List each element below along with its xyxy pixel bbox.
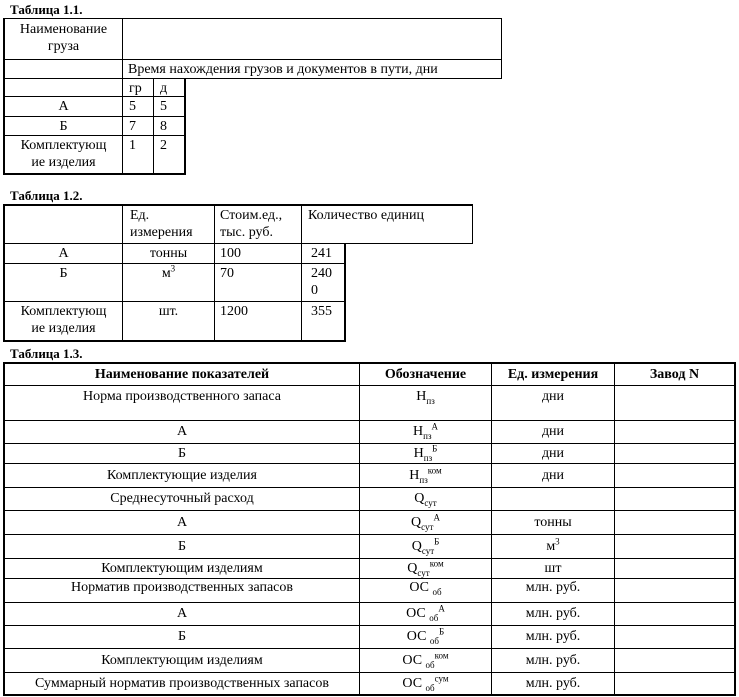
t3-row-name: Норматив производственных запасов [70, 580, 294, 595]
t3-row-unit: дни [541, 424, 565, 439]
t3-row-symbol: $Q_{сут}^{ком}$ [407, 558, 444, 578]
t3-row-symbol: ОС $_{об}^А$ [406, 603, 445, 623]
t1-cell: 2 [160, 138, 167, 153]
t3-row-symbol: $Н_{пз}$ [416, 389, 435, 406]
t1-row-name: А [58, 99, 69, 114]
t2-header-cost: Стоим.ед., тыс. руб. [220, 208, 283, 240]
t1-cell: 8 [160, 119, 167, 134]
t2-cell-cost: 70 [220, 266, 234, 281]
t3-row-unit: млн. руб. [525, 606, 581, 621]
t3-row-unit: дни [541, 468, 565, 483]
t3-row-unit: шт [544, 561, 562, 576]
t3-row-name: Среднесуточный расход [110, 491, 254, 506]
t3-row-symbol: ОС $_{об}^Б$ [406, 626, 445, 646]
t3-row-name: А [176, 424, 188, 439]
t3-row-symbol: ОС $_{об}^{сум}$ [402, 673, 449, 693]
t1-cell: 5 [160, 99, 167, 114]
t3-row-symbol: $Н_{пз}^{ком}$ [409, 465, 442, 485]
t3-row-symbol: $Н_{пз}^А$ [413, 421, 438, 441]
t3-row-name: Комплектующим изделиям [101, 653, 263, 668]
t3-row-unit: млн. руб. [525, 629, 581, 644]
t1-cell: 7 [129, 119, 136, 134]
t2-cell-unit: тонны [149, 246, 188, 261]
t2-cell-cost: 100 [220, 246, 241, 261]
t3-row-unit: млн. руб. [525, 676, 581, 691]
t3-row-symbol: $Н_{пз}^Б$ [413, 443, 438, 463]
t3-row-unit: дни [541, 389, 565, 404]
t3-row-symbol: ОС $_{об}$ [409, 580, 442, 597]
t1-header-name: Наименование груза [19, 22, 108, 54]
t3-row-unit: дни [541, 446, 565, 461]
t1-cell: 1 [129, 138, 136, 153]
t3-row-unit: $м^3$ [546, 536, 560, 554]
t3-row-unit: млн. руб. [525, 653, 581, 668]
t2-cell-qty: 355 [311, 304, 332, 319]
t2-cell-cost: 1200 [220, 304, 248, 319]
t3-header-unit: Ед. измерения [507, 367, 599, 382]
t2-header-unit: Ед. измерения [130, 208, 193, 240]
table-1-1-caption: Таблица 1.1. [10, 2, 83, 17]
t3-row-name: Б [177, 539, 187, 554]
t3-row-symbol: $Q_{сут}^Б$ [411, 536, 440, 556]
t2-cell-qty: 240 0 [311, 266, 332, 298]
t2-header-qty: Количество единиц [308, 208, 425, 223]
t3-row-name: А [176, 515, 188, 530]
t1-row-name: Б [59, 119, 68, 134]
t3-row-name: Суммарный норматив производственных запасов [35, 676, 329, 691]
t3-row-name: Норма производственного запаса [83, 389, 281, 404]
t3-row-name: А [176, 606, 188, 621]
t2-row-name: Б [59, 266, 68, 281]
t3-header-name: Наименование показателей [94, 367, 270, 382]
t3-row-name: Б [177, 446, 187, 461]
t1-row-name: Комплектующ ие изделия [20, 138, 107, 170]
t1-cell: 5 [129, 99, 136, 114]
t3-row-symbol: ОС $_{об}^{ком}$ [402, 650, 449, 670]
t2-cell-qty: 241 [311, 246, 332, 261]
t3-row-symbol: $Q_{сут}^А$ [411, 512, 440, 532]
t3-row-unit: млн. руб. [525, 580, 581, 595]
table-1-3-caption: Таблица 1.3. [10, 346, 83, 361]
t3-row-name: Комплектующим изделиям [101, 561, 263, 576]
t3-row-name: Комплектующие изделия [107, 468, 257, 483]
t1-subcol-d: д [160, 81, 168, 96]
t2-row-name: Комплектующ ие изделия [20, 304, 107, 336]
t3-row-unit: тонны [534, 515, 572, 530]
t3-header-plant: Завод N [649, 367, 700, 382]
t2-cell-unit: шт. [158, 304, 179, 319]
t1-subcol-gr: гр [129, 81, 142, 96]
t1-header-time: Время нахождения грузов и документов в пути, дни [128, 62, 438, 77]
t2-cell-unit: $м^3$ [161, 263, 176, 281]
t3-header-symbol: Обозначение [384, 367, 467, 382]
table-1-2-caption: Таблица 1.2. [10, 188, 83, 203]
t2-row-name: А [58, 246, 69, 261]
t3-row-symbol: $Q_{сут}$ [414, 491, 437, 508]
t3-row-name: Б [177, 629, 187, 644]
